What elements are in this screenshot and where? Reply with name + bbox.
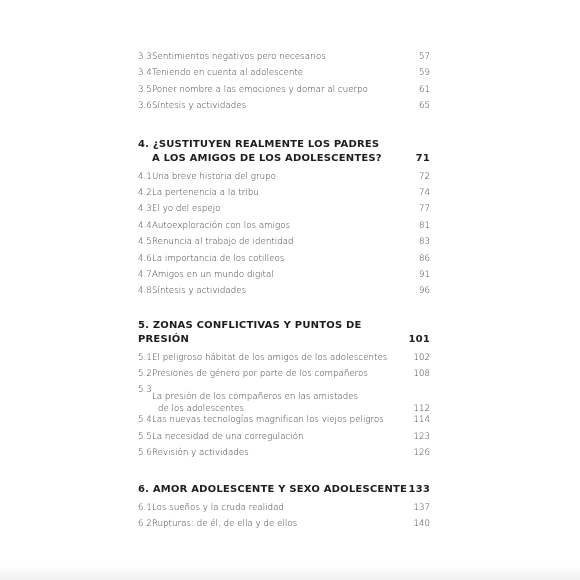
toc-entry[interactable] xyxy=(138,85,430,101)
toc-entry[interactable] xyxy=(138,519,430,535)
page-bottom-edge xyxy=(0,566,580,580)
entry-title: Revisión y actividades xyxy=(152,448,249,459)
section-chapter-5 xyxy=(138,319,430,465)
chapter-title xyxy=(138,138,408,166)
entry-title: Síntesis y actividades xyxy=(152,286,247,297)
entry-number: 5.4 xyxy=(138,415,152,426)
entry-number: 3.6 xyxy=(138,101,152,112)
toc-entry[interactable] xyxy=(138,270,430,286)
entry-page: 61 xyxy=(418,84,430,95)
chapter-heading[interactable] xyxy=(138,319,430,347)
toc-entry[interactable] xyxy=(138,68,430,84)
chapter-title-line-2: A LOS AMIGOS DE LOS ADOLESCENTES? xyxy=(152,152,382,164)
entry-title: Poner nombre a las emociones y domar al cuerpo xyxy=(152,84,368,95)
entry-title: Las nuevas tecnologías magnifican los viejos peligros xyxy=(152,415,384,426)
chapter-title: 5. ZONAS CONFLICTIVAS Y PUNTOS DE PRESIÓN xyxy=(138,319,362,345)
entry-title: Amigos en un mundo digital xyxy=(152,269,274,280)
entry-number: 5.5 xyxy=(138,431,152,442)
entry-page: 86 xyxy=(418,253,430,264)
section-chapter-4 xyxy=(138,138,430,303)
entry-title: Presiones de género por parte de los compañeros xyxy=(152,369,368,380)
chapter-title-line-1: 4. ¿SUSTITUYEN REALMENTE LOS PADRES xyxy=(138,138,380,150)
entry-page: 81 xyxy=(418,220,430,231)
entry-number: 4.4 xyxy=(138,220,152,231)
chapter-heading[interactable] xyxy=(138,138,430,166)
entry-number: 4.3 xyxy=(138,204,152,215)
table-of-contents xyxy=(138,52,430,535)
entry-number: 5.6 xyxy=(138,448,152,459)
entry-number: 6.2 xyxy=(138,519,152,530)
toc-entry[interactable] xyxy=(138,188,430,204)
entry-title: Renuncia al trabajo de identidad xyxy=(152,237,294,248)
toc-entry[interactable] xyxy=(138,221,430,237)
entry-page: 96 xyxy=(418,286,430,297)
entry-page: 83 xyxy=(418,237,430,248)
entry-page: 123 xyxy=(413,431,430,442)
toc-entry[interactable] xyxy=(138,204,430,220)
toc-entry[interactable] xyxy=(138,385,430,415)
entry-page: 140 xyxy=(413,519,430,530)
chapter-title: 6. AMOR ADOLESCENTE Y SEXO ADOLESCENTE xyxy=(138,483,408,495)
entry-page: 74 xyxy=(418,187,430,198)
entry-title: Síntesis y actividades xyxy=(152,101,247,112)
chapter-heading[interactable] xyxy=(138,483,430,497)
toc-entry[interactable] xyxy=(138,353,430,369)
entry-page: 57 xyxy=(418,52,430,62)
entry-page: 72 xyxy=(418,171,430,182)
entry-number: 3.5 xyxy=(138,84,152,95)
entry-page: 91 xyxy=(418,269,430,280)
section-3-continued xyxy=(138,52,430,118)
entry-number: 4.2 xyxy=(138,187,152,198)
toc-entry[interactable] xyxy=(138,101,430,117)
toc-entry[interactable] xyxy=(138,254,430,270)
toc-entry[interactable] xyxy=(138,503,430,519)
entry-number: 4.1 xyxy=(138,171,152,182)
chapter-page: 101 xyxy=(408,333,430,345)
toc-entry[interactable] xyxy=(138,415,430,431)
entry-title-line-1: La presión de los compañeros en las amistades xyxy=(152,392,359,403)
entry-number: 4.7 xyxy=(138,269,152,280)
entry-number: 4.5 xyxy=(138,237,152,248)
entry-number: 4.6 xyxy=(138,253,152,264)
entry-page: 77 xyxy=(418,204,430,215)
entry-title: Sentimientos negativos pero necesarios xyxy=(152,52,326,62)
entry-title: El yo del espejo xyxy=(152,204,221,215)
entry-page: 137 xyxy=(413,502,430,513)
entry-title: El peligroso hábitat de los amigos de los adolescentes xyxy=(152,352,388,363)
entry-page: 65 xyxy=(418,101,430,112)
toc-entry[interactable] xyxy=(138,369,430,385)
entry-number: 5.2 xyxy=(138,369,152,380)
entry-number: 5.3 xyxy=(138,385,152,396)
entry-number: 6.1 xyxy=(138,502,152,513)
entry-page: 114 xyxy=(413,415,430,426)
entry-page: 59 xyxy=(418,68,430,79)
toc-entry[interactable] xyxy=(138,172,430,188)
toc-entry[interactable] xyxy=(138,448,430,464)
entry-page: 112 xyxy=(413,404,430,415)
entry-title: La importancia de los cotilleos xyxy=(152,253,285,264)
chapter-page: 71 xyxy=(415,152,430,164)
entry-page: 102 xyxy=(413,352,430,363)
entry-title: Teniendo en cuenta al adolescente xyxy=(152,68,304,79)
entry-page: 126 xyxy=(413,448,430,459)
entry-page: 108 xyxy=(413,369,430,380)
entry-number: 4.8 xyxy=(138,286,152,297)
entry-title: La necesidad de una corregulación xyxy=(152,431,304,442)
entry-number: 3.4 xyxy=(138,68,152,79)
entry-title: Los sueños y la cruda realidad xyxy=(152,502,284,513)
entry-title: Rupturas: de él, de ella y de ellos xyxy=(152,519,298,530)
chapter-page: 133 xyxy=(408,483,430,495)
entry-number: 3.3 xyxy=(138,52,152,62)
section-chapter-6 xyxy=(138,483,430,536)
entry-title: Una breve historia del grupo xyxy=(152,171,276,182)
toc-entry[interactable] xyxy=(138,237,430,253)
entry-title: La pertenencia a la tribu xyxy=(152,187,259,198)
entry-title-line-2: de los adolescentes xyxy=(158,404,245,415)
entry-number: 5.1 xyxy=(138,352,152,363)
entry-title: Autoexploración con los amigos xyxy=(152,220,291,231)
entry-title xyxy=(152,391,408,415)
toc-entry[interactable] xyxy=(138,52,430,68)
toc-entry[interactable] xyxy=(138,286,430,302)
toc-entry[interactable] xyxy=(138,432,430,448)
